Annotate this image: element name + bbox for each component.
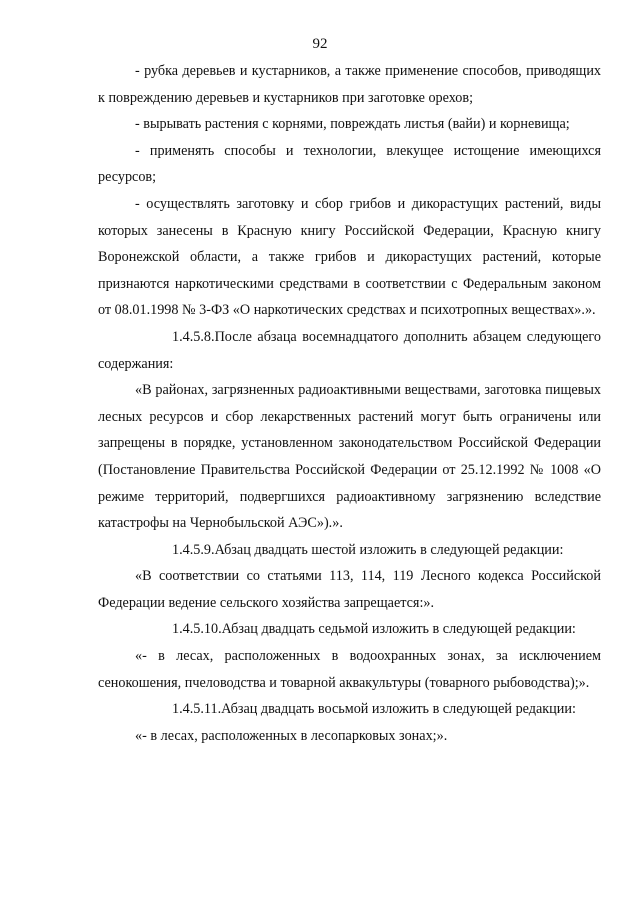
section-number: 1.4.5.9. [172,541,215,558]
section-1-4-5-8 [98,324,601,377]
paragraph-protected-species: - осуществлять заготовку и сбор грибов и дикорастущих растений, виды которых занесены в Красную книгу Российской Федерации, Красную книгу Воронежской области, а также грибов и дикорастущих растений, которые признаются наркотическими средствами в соответствии с Федеральным законом от 08.01.1998 № 3-ФЗ «О наркотических средствах и психотропных веществах».». [98,195,601,319]
section-1-4-5-9 [98,537,601,564]
paragraph-water-protection-zones: «- в лесах, расположенных в водоохранных зонах, за исключением сенокошения, пчеловодства и товарной аквакультуры (товарного рыбоводства);». [98,648,601,691]
section-1-4-5-11 [98,696,601,723]
section-text: Абзац двадцать седьмой изложить в следующей редакции: [221,621,576,638]
document-body [98,58,601,749]
section-number: 1.4.5.11. [172,701,222,718]
paragraph-forest-park-zones: «- в лесах, расположенных в лесопарковых зонах;». [135,727,448,744]
paragraph-forest-code: «В соответствии со статьями 113, 114, 119 Лесного кодекса Российской Федерации ведение сельского хозяйства запрещается:». [98,568,601,611]
section-text: После абзаца восемнадцатого дополнить абзацем следующего содержания: [98,328,601,372]
page-number: 92 [312,36,328,52]
section-text: Абзац двадцать шестой изложить в следующей редакции: [214,541,564,558]
section-number: 1.4.5.8. [172,328,215,345]
paragraph-cutting-trees: - рубка деревьев и кустарников, а также применение способов, приводящих к повреждению деревьев и кустарников при заготовке орехов; [98,63,601,106]
section-number: 1.4.5.10. [172,621,222,638]
paragraph-radioactive-zones: «В районах, загрязненных радиоактивными веществами, заготовка пищевых лесных ресурсов и сбор лекарственных растений могут быть ограничены или запрещены в порядке, установленном законодательством Российской Федерации (Постановление Правительства Российской Федерации от 25.12.1992 № 1008 «О режиме территорий, подвергшихся радиоактивному загрязнению вследствие катастрофы на Чернобыльской АЭС»).». [98,382,601,532]
section-text: Абзац двадцать восьмой изложить в следующей редакции: [221,701,576,718]
paragraph-resource-depletion: - применять способы и технологии, влекущее истощение имеющихся ресурсов; [98,142,601,186]
paragraph-uprooting-plants: - вырывать растения с корнями, повреждать листья (вайи) и корневища; [135,116,570,133]
section-1-4-5-10 [98,616,601,643]
